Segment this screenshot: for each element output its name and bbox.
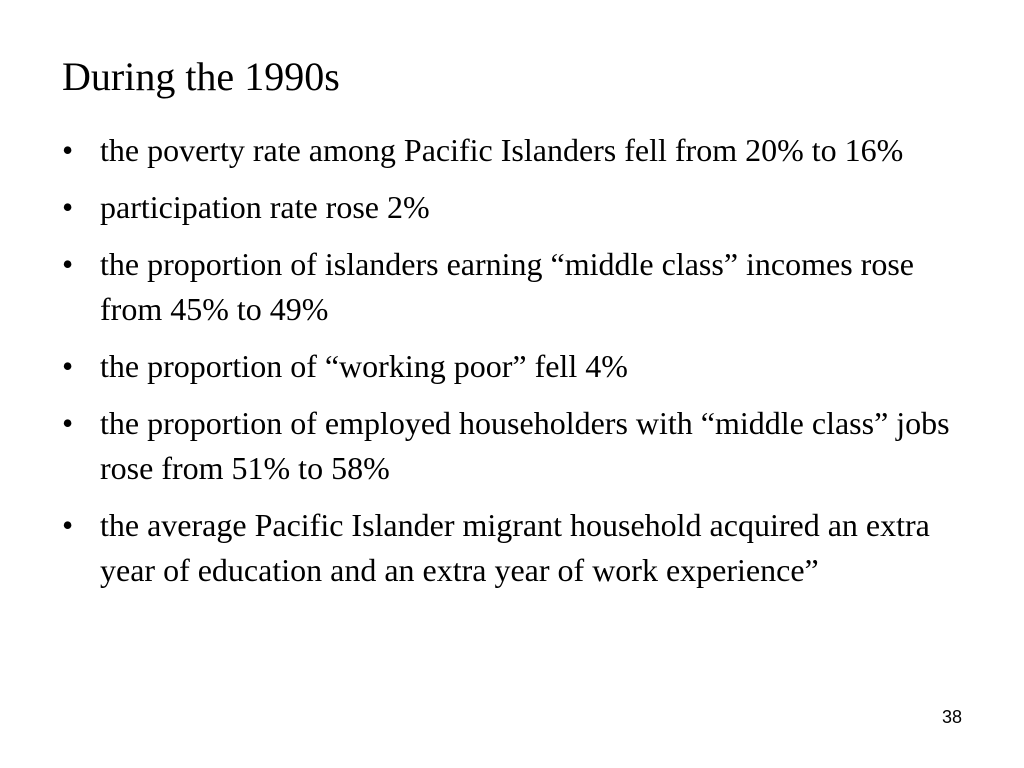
bullet-item [62, 401, 962, 491]
bullet-item [62, 344, 962, 389]
slide-number: 38 [941, 707, 962, 727]
bullet-text: the proportion of islanders earning “middle class” incomes rose from 45% to 49% [100, 246, 914, 327]
bullet-icon: • [62, 507, 74, 543]
bullet-text: the average Pacific Islander migrant household acquired an extra year of education and an extra year of work experience” [100, 507, 930, 588]
bullet-text: the poverty rate among Pacific Islanders fell from 20% to 16% [100, 132, 904, 168]
bullet-text: the proportion of employed householders with “middle class” jobs rose from 51% to 58% [100, 405, 950, 486]
slide-title: During the 1990s [62, 54, 340, 99]
bullet-icon: • [62, 246, 74, 282]
bullet-text: the proportion of “working poor” fell 4% [100, 348, 628, 384]
bullet-item [62, 185, 962, 230]
bullet-text: participation rate rose 2% [100, 189, 430, 225]
bullet-icon: • [62, 405, 74, 441]
bullet-item [62, 242, 962, 332]
bullet-icon: • [62, 348, 74, 384]
bullet-icon: • [62, 189, 74, 225]
bullet-item [62, 503, 962, 593]
bullet-icon: • [62, 132, 74, 168]
bullet-item [62, 128, 962, 173]
bullet-list [62, 128, 962, 605]
